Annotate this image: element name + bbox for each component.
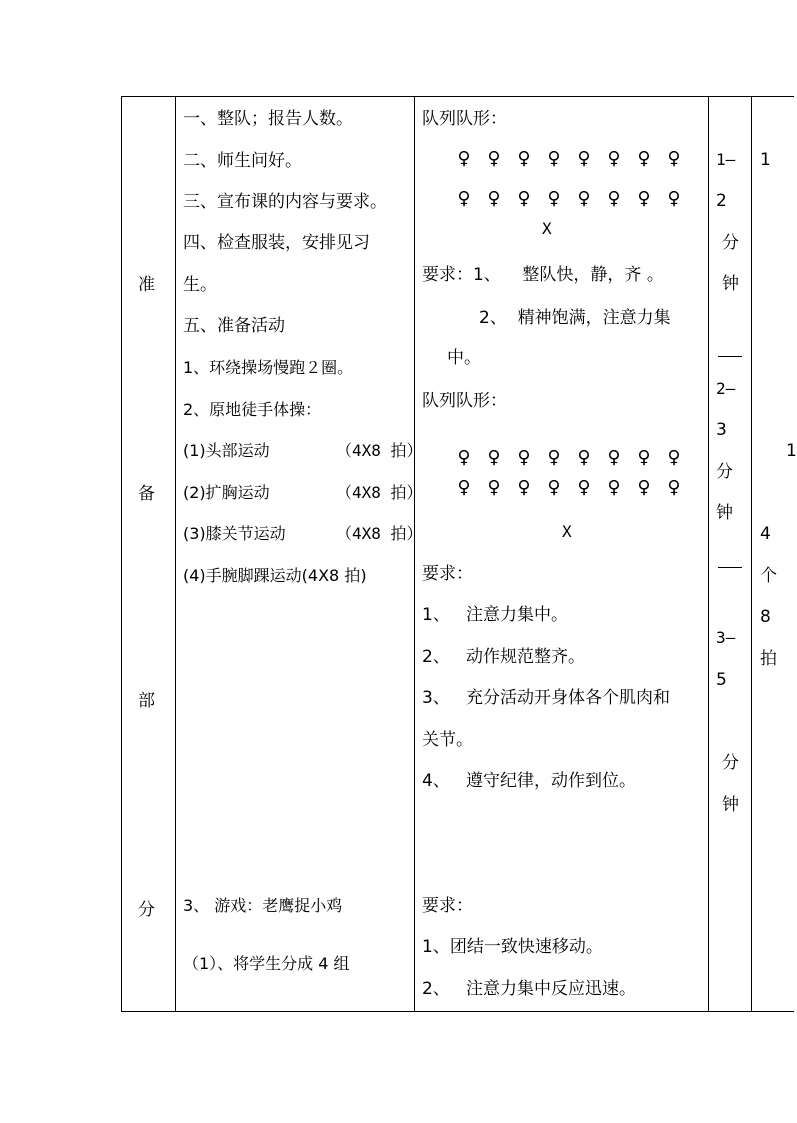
- requirement-line: 2、 注意力集中反应迅速。: [422, 979, 637, 999]
- time-value: 3: [716, 420, 727, 440]
- student-figure: ♀: [517, 188, 531, 209]
- table-bottom-border: [121, 1011, 794, 1012]
- section-char-1: 准: [138, 275, 155, 295]
- time-unit: 钟: [722, 795, 739, 815]
- amount-value: 4: [760, 524, 771, 544]
- table-col-line-2: [175, 96, 176, 1012]
- time-unit: 钟: [716, 503, 733, 523]
- requirement-line: 要求：1、 整队快，静，齐 。: [422, 265, 664, 285]
- content-line: 四、检查服装，安排见习: [183, 233, 370, 253]
- amount-unit: 拍: [760, 649, 777, 669]
- time-unit: 钟: [722, 274, 739, 294]
- time-value: 3–: [716, 628, 736, 647]
- student-figure: ♀: [577, 477, 591, 498]
- student-figure: ♀: [517, 148, 531, 169]
- section-char-4: 分: [138, 900, 155, 920]
- requirement-line: 4、 遵守纪律，动作到位。: [422, 771, 637, 791]
- student-figure: ♀: [547, 447, 561, 468]
- content-line: 一、整队；报告人数。: [183, 109, 353, 129]
- student-figure: ♀: [637, 447, 651, 468]
- table-top-border: [121, 96, 794, 97]
- student-figure: ♀: [577, 447, 591, 468]
- requirement-heading: 要求：: [422, 896, 473, 916]
- student-figure: ♀: [637, 188, 651, 209]
- student-figure: ♀: [667, 148, 681, 169]
- content-line: (2)扩胸运动: [183, 483, 270, 502]
- time-unit: 分: [716, 462, 733, 482]
- content-line: 生。: [183, 275, 217, 295]
- student-figure: ♀: [577, 188, 591, 209]
- content-line: (1)头部运动: [183, 441, 270, 460]
- student-figure: ♀: [607, 477, 621, 498]
- student-figure: ♀: [487, 188, 501, 209]
- time-separator: [718, 356, 742, 357]
- requirement-line: 2、 动作规范整齐。: [422, 647, 586, 667]
- content-line-beats: （4X8 拍）: [336, 483, 423, 502]
- student-figure: ♀: [577, 148, 591, 169]
- student-figure: ♀: [457, 477, 471, 498]
- content-line: 2、原地徒手体操：: [183, 400, 322, 419]
- student-figure: ♀: [547, 188, 561, 209]
- requirement-line: 1、 注意力集中。: [422, 605, 569, 625]
- student-figure: ♀: [487, 148, 501, 169]
- content-line-beats: （4X8 拍）: [336, 441, 423, 460]
- amount-value: 1: [786, 441, 797, 461]
- time-unit: 分: [722, 233, 739, 253]
- student-figure: ♀: [517, 447, 531, 468]
- section-char-3: 部: [138, 691, 155, 711]
- content-line: （1）、将学生分成 4 组: [183, 954, 350, 973]
- content-line: 3、 游戏：老鹰捉小鸡: [183, 896, 343, 915]
- student-figure: ♀: [517, 477, 531, 498]
- student-figure: ♀: [607, 188, 621, 209]
- content-line: 1、环绕操场慢跑２圈。: [183, 358, 354, 377]
- requirement-line: 2、 精神饱满，注意力集: [479, 308, 671, 328]
- teacher-position: X: [542, 219, 552, 238]
- time-value: 1–: [716, 150, 736, 169]
- time-value: 2: [716, 191, 727, 211]
- student-figure: ♀: [457, 188, 471, 209]
- content-line: (3)膝关节运动: [183, 524, 286, 543]
- student-figure: ♀: [457, 148, 471, 169]
- student-figure: ♀: [457, 447, 471, 468]
- student-figure: ♀: [667, 477, 681, 498]
- content-line: 三、宣布课的内容与要求。: [183, 192, 387, 212]
- time-separator: [718, 567, 742, 568]
- student-figure: ♀: [637, 477, 651, 498]
- time-value: 5: [716, 670, 727, 690]
- table-col-line-1: [121, 96, 122, 1012]
- formation-label: 队列队形：: [422, 109, 507, 129]
- student-figure: ♀: [607, 447, 621, 468]
- formation-label: 队列队形：: [422, 391, 507, 411]
- student-figure: ♀: [607, 148, 621, 169]
- time-unit: 分: [722, 753, 739, 773]
- content-line: 二、师生问好。: [183, 151, 302, 171]
- amount-value: 8: [760, 607, 771, 627]
- amount-value: 1: [760, 150, 771, 170]
- requirement-heading: 要求：: [422, 564, 473, 584]
- requirement-line: 关节。: [422, 730, 473, 750]
- content-line-beats: （4X8 拍）: [336, 524, 423, 543]
- table-col-line-4: [708, 96, 709, 1012]
- requirement-line: 中。: [447, 348, 481, 368]
- student-figure: ♀: [667, 188, 681, 209]
- time-value: 2–: [716, 379, 736, 398]
- teacher-position: X: [562, 522, 572, 541]
- content-line: 五、准备活动: [183, 316, 285, 336]
- student-figure: ♀: [547, 477, 561, 498]
- content-line: (4)手腕脚踝运动(4X8 拍): [183, 566, 367, 585]
- requirement-line: 1、团结一致快速移动。: [422, 937, 603, 957]
- student-figure: ♀: [667, 447, 681, 468]
- table-col-line-5: [751, 96, 752, 1012]
- table-col-line-3: [414, 96, 415, 1012]
- student-figure: ♀: [637, 148, 651, 169]
- student-figure: ♀: [547, 148, 561, 169]
- student-figure: ♀: [487, 447, 501, 468]
- section-char-2: 备: [138, 484, 155, 504]
- amount-unit: 个: [760, 566, 777, 586]
- student-figure: ♀: [487, 477, 501, 498]
- requirement-line: 3、 充分活动开身体各个肌肉和: [422, 688, 671, 708]
